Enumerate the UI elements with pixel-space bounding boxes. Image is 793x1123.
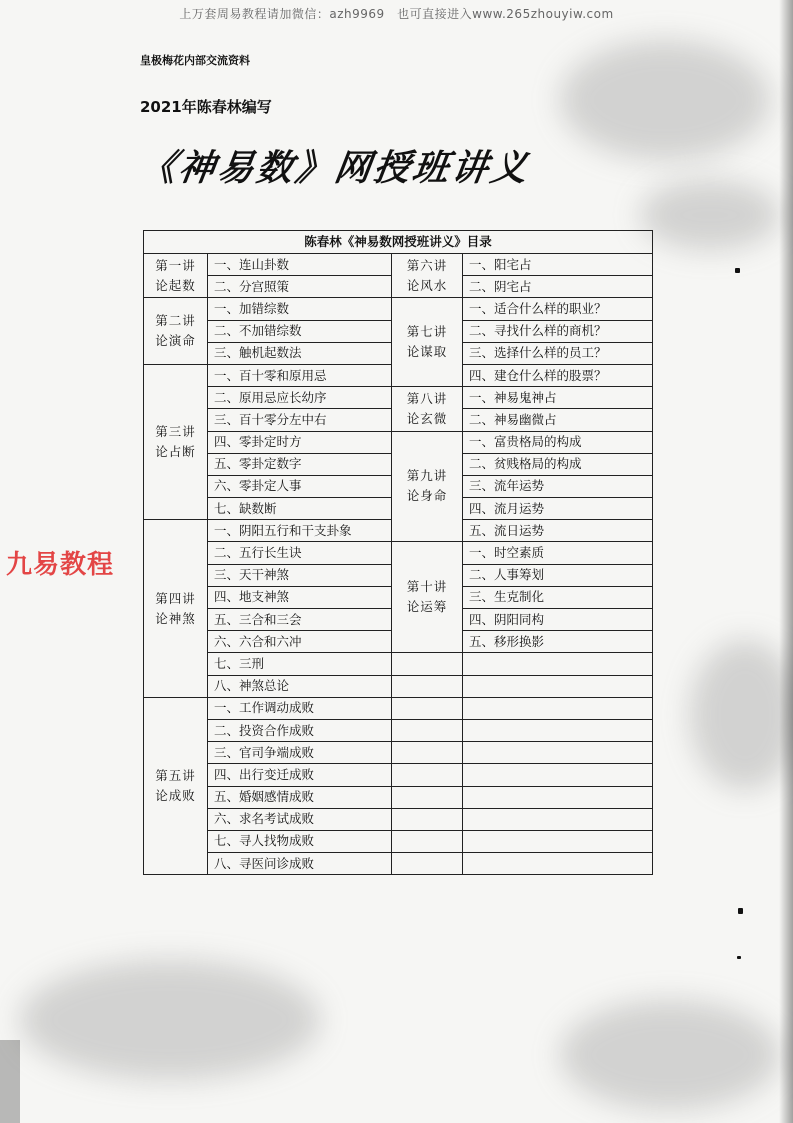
section-item: 五、移形换影 [463, 631, 653, 653]
table-row [144, 719, 653, 741]
section-item: 五、流日运势 [463, 520, 653, 542]
section-item: 六、求名考试成败 [208, 808, 392, 830]
section-item: 四、阴阳同构 [463, 609, 653, 631]
section-item: 四、零卦定时方 [208, 431, 392, 453]
lecture-number: 第九讲 [406, 468, 448, 484]
table-of-contents [143, 230, 653, 875]
lecture-label [144, 254, 208, 298]
section-item: 六、零卦定人事 [208, 475, 392, 497]
section-item: 二、原用忌应长幼序 [208, 387, 392, 409]
section-item: 三、百十零分左中右 [208, 409, 392, 431]
lecture-topic: 论运筹 [406, 599, 448, 615]
section-item: 一、适合什么样的职业？ [463, 298, 653, 320]
table-row [144, 431, 653, 453]
table-row [144, 808, 653, 830]
toc-title: 陈春林《神易数网授班讲义》目录 [144, 231, 653, 254]
table-row [144, 742, 653, 764]
section-item: 四、流月运势 [463, 498, 653, 520]
section-item [463, 808, 653, 830]
section-item: 七、三刑 [208, 653, 392, 675]
watermark-banner: 上万套周易教程请加微信：azh9969 也可直接进入www.265zhouyiw.com [179, 7, 614, 21]
section-item [392, 675, 463, 697]
section-item: 二、五行长生诀 [208, 542, 392, 564]
section-item: 五、三合和三会 [208, 609, 392, 631]
side-watermark: 九易教程 [6, 550, 115, 580]
lecture-number: 第一讲 [155, 257, 196, 273]
section-item: 一、神易鬼神占 [463, 387, 653, 409]
section-item [392, 653, 463, 675]
table-row [144, 853, 653, 875]
lecture-label [144, 364, 208, 519]
section-item: 一、连山卦数 [208, 254, 392, 276]
table-row [144, 542, 653, 564]
section-item [392, 697, 463, 719]
table-row [144, 786, 653, 808]
table-row [144, 653, 653, 675]
table-row [144, 764, 653, 786]
section-item: 二、分宫照策 [208, 276, 392, 298]
lecture-number: 第四讲 [155, 590, 196, 606]
section-item: 一、阴阳五行和干支卦象 [208, 520, 392, 542]
lecture-topic: 论神煞 [155, 610, 196, 626]
section-item: 三、触机起数法 [208, 342, 392, 364]
section-item [463, 786, 653, 808]
section-item [463, 764, 653, 786]
section-item: 一、百十零和原用忌 [208, 364, 392, 386]
section-item: 二、不加错综数 [208, 320, 392, 342]
section-item [392, 808, 463, 830]
section-item: 一、加错综数 [208, 298, 392, 320]
table-row [144, 387, 653, 409]
section-item: 三、官司争端成败 [208, 742, 392, 764]
lecture-topic: 论玄微 [406, 410, 448, 426]
lecture-label [392, 431, 463, 542]
section-item [463, 742, 653, 764]
section-item: 七、寻人找物成败 [208, 830, 392, 852]
document-header-label: 皇极梅花内部交流资料 [140, 54, 250, 67]
lecture-number: 第八讲 [406, 390, 448, 406]
section-item [392, 786, 463, 808]
section-item [463, 653, 653, 675]
section-item: 七、缺数断 [208, 498, 392, 520]
section-item [392, 764, 463, 786]
lecture-topic: 论起数 [155, 277, 196, 293]
table-row [144, 697, 653, 719]
section-item: 一、工作调动成败 [208, 697, 392, 719]
section-item: 一、阳宅占 [463, 254, 653, 276]
lecture-topic: 论演命 [155, 333, 196, 349]
section-item: 六、六合和六冲 [208, 631, 392, 653]
section-item: 四、出行变迁成败 [208, 764, 392, 786]
section-item [392, 742, 463, 764]
lecture-topic: 论身命 [406, 488, 448, 504]
section-item: 一、富贵格局的构成 [463, 431, 653, 453]
lecture-label [144, 298, 208, 365]
section-item: 二、人事筹划 [463, 564, 653, 586]
section-item: 二、寻找什么样的商机？ [463, 320, 653, 342]
section-item [463, 675, 653, 697]
section-item: 二、投资合作成败 [208, 719, 392, 741]
section-item: 二、贫贱格局的构成 [463, 453, 653, 475]
section-item: 二、阴宅占 [463, 276, 653, 298]
section-item: 三、流年运势 [463, 475, 653, 497]
lecture-label [392, 254, 463, 298]
speck-mark [737, 956, 741, 959]
section-item: 二、神易幽微占 [463, 409, 653, 431]
lecture-label [392, 542, 463, 653]
lecture-number: 第三讲 [155, 424, 196, 440]
section-item: 八、寻医问诊成败 [208, 853, 392, 875]
section-item: 四、地支神煞 [208, 586, 392, 608]
speck-mark [738, 908, 743, 914]
table-row [144, 254, 653, 276]
lecture-label [144, 697, 208, 875]
lecture-label [144, 520, 208, 698]
lecture-topic: 论风水 [406, 277, 448, 293]
lecture-number: 第七讲 [406, 324, 448, 340]
section-item: 五、婚姻感情成败 [208, 786, 392, 808]
section-item [392, 853, 463, 875]
lecture-topic: 论占断 [155, 444, 196, 460]
section-item: 三、天干神煞 [208, 564, 392, 586]
section-item: 三、选择什么样的员工？ [463, 342, 653, 364]
table-row [144, 830, 653, 852]
lecture-number: 第二讲 [155, 313, 196, 329]
section-item [463, 697, 653, 719]
section-item [463, 830, 653, 852]
section-item [392, 830, 463, 852]
lecture-topic: 论成败 [155, 788, 196, 803]
section-item [463, 719, 653, 741]
speck-mark [735, 268, 740, 273]
section-item: 四、建仓什么样的股票？ [463, 364, 653, 386]
section-item [392, 719, 463, 741]
section-item: 八、神煞总论 [208, 675, 392, 697]
lecture-number: 第五讲 [155, 768, 196, 783]
lecture-label [392, 387, 463, 431]
section-item: 一、时空素质 [463, 542, 653, 564]
lecture-number: 第六讲 [406, 257, 448, 273]
section-item: 五、零卦定数字 [208, 453, 392, 475]
document-author-line: 2021年陈春林编写 [140, 98, 272, 116]
document-title: 《神易数》网授班讲义 [136, 147, 533, 189]
section-item [463, 853, 653, 875]
table-row [144, 298, 653, 320]
table-row [144, 675, 653, 697]
lecture-number: 第十讲 [406, 579, 448, 595]
section-item: 三、生克制化 [463, 586, 653, 608]
lecture-label [392, 298, 463, 387]
lecture-topic: 论谋取 [406, 344, 448, 360]
